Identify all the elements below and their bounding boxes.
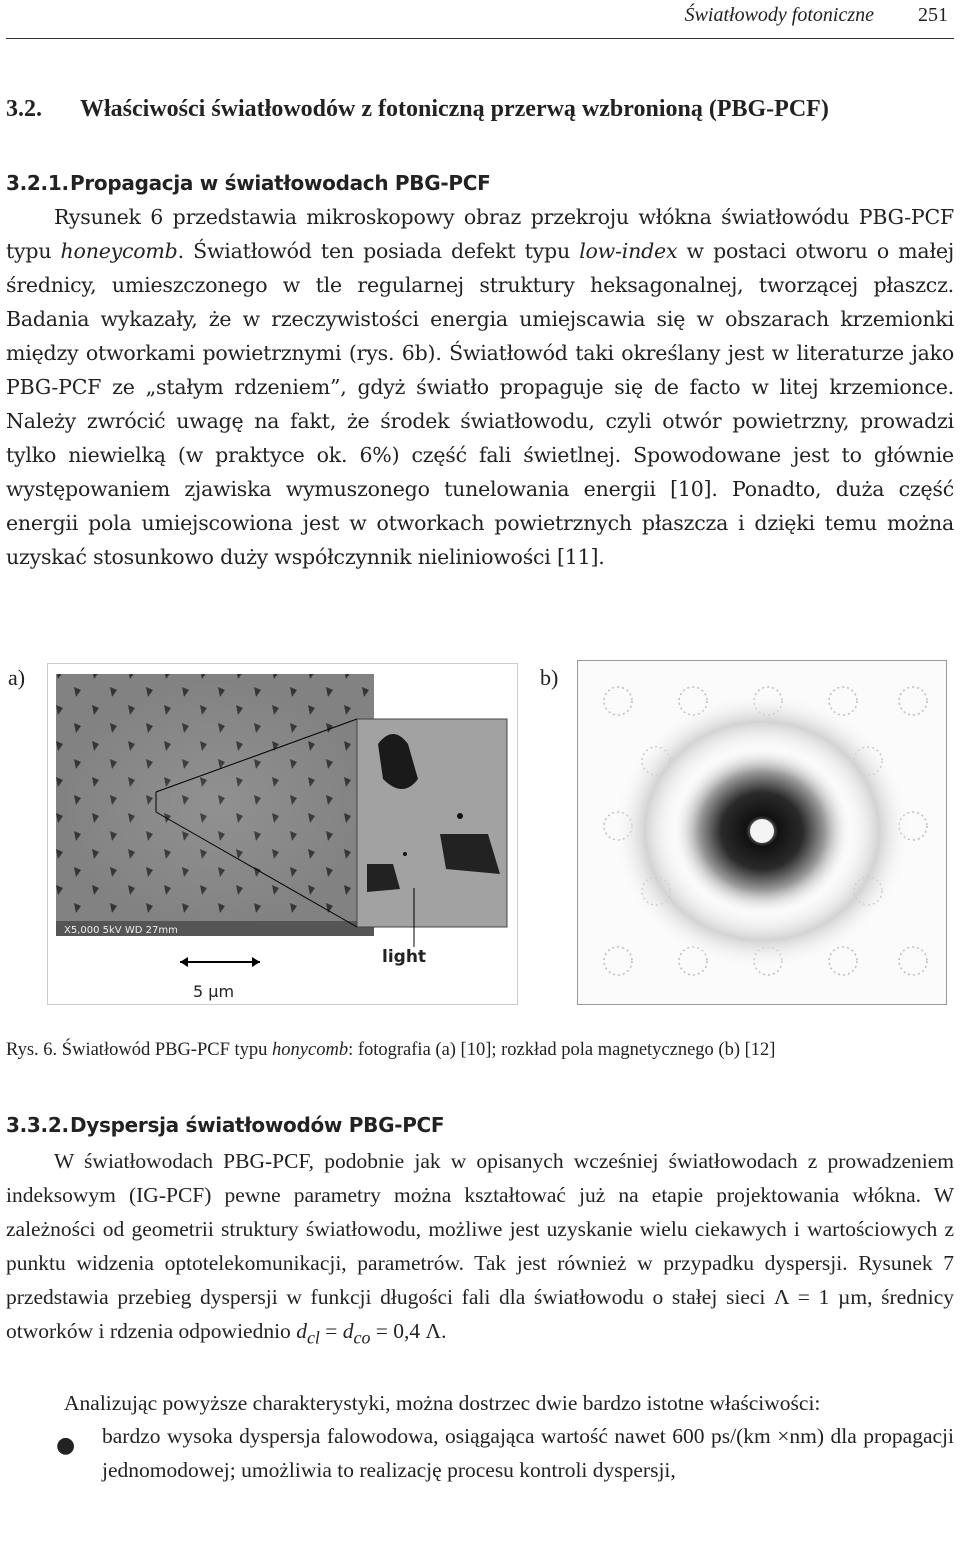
field-distribution-figure xyxy=(577,660,947,1005)
bullet-marker: ● xyxy=(56,1433,76,1458)
running-title: Światłowody fotoniczne xyxy=(684,4,874,26)
paragraph-analysis: Analizując powyższe charakterystyki, można dostrzec dwie bardzo istotne właściwości: xyxy=(64,1391,821,1415)
figure-label-a: a) xyxy=(8,665,26,690)
subsection-title: Dyspersja światłowodów PBG-PCF xyxy=(70,1113,445,1137)
light-label: light xyxy=(382,947,427,967)
figure-label-b: b) xyxy=(540,665,559,690)
page-number: 251 xyxy=(918,4,948,26)
paragraph-propagation: Rysunek 6 przedstawia mikroskopowy obraz przekroju włókna światłowódu PBG-PCF typu honeycomb. Światłowód ten posiada defekt typu low-index w postaci otworu o małej średnicy, umieszczonego w tle regularnej struktury heksagonalnej, tworzącej płaszcz. Badania wykazały, że w rzeczywistości energia umiejscawia się w obszarach krzemionki między otworkami powietrznymi (rys. 6b). Światłowód taki określany jest w literaturze jako PBG-PCF ze „stałym rdzeniem”, gdyż światło propaguje się de facto w litej krzemionce. Należy zwrócić uwagę na fakt, że środek światłowodu, czyli otwór powietrzny, prowadzi tylko niewielką (w praktyce ok. 6%) część fali świetlnej. Spowodowane jest to głównie występowaniem zjawiska wymuszonego tunelowania energii [10]. Ponadto, duża część energii pola umiejscowiona jest w otworkach powietrznych płaszcza i dzięki temu można uzyskać stosunkowo duży współczynnik nieliniowości [11]. xyxy=(6,205,954,569)
subsection-number: 3.2.1. xyxy=(6,171,69,195)
bullet-item: bardzo wysoka dyspersja falowodowa, osiągająca wartość nawet 600 ps/(km ×nm) dla propagacji jednomodowej; umożliwia to realizację procesu kontroli dyspersji, xyxy=(102,1424,954,1482)
micrograph-caption-bar: X5,000 5kV WD 27mm xyxy=(64,925,178,936)
figure-caption: Rys. 6. Światłowód PBG-PCF typu honycomb: fotografia (a) [10]; rozkład pola magnetycznego (b) [12] xyxy=(6,1040,776,1060)
section-title: Właściwości światłowodów z fotoniczną przerwą wzbronioną (PBG-PCF) xyxy=(80,96,829,122)
sem-micrograph-figure xyxy=(47,663,518,1005)
paragraph-dispersion: W światłowodach PBG-PCF, podobnie jak w opisanych wcześniej światłowodach z prowadzeniem indeksowym (IG-PCF) pewne parametry można kształtować już na etapie projektowania włókna. W zależności od geometrii struktury światłowodu, możliwe jest uzyskanie wielu ciekawych i wartościowych z punktu widzenia optotelekomunikacji, parametrów. Tak jest również w przypadku dyspersji. Rysunek 7 przedstawia przebieg dyspersji w funkcji długości fali dla światłowodu o stałej sieci Λ = 1 µm, średnicy otworków i rdzenia odpowiednio $d_{cl} = d_{co} = 0,4$ Λ. xyxy=(6,1149,954,1348)
section-number: 3.2. xyxy=(6,96,42,122)
page-header xyxy=(6,0,954,39)
scale-label: 5 µm xyxy=(193,982,235,1001)
subsection-number: 3.3.2. xyxy=(6,1113,69,1137)
subsection-title: Propagacja w światłowodach PBG-PCF xyxy=(70,171,491,195)
